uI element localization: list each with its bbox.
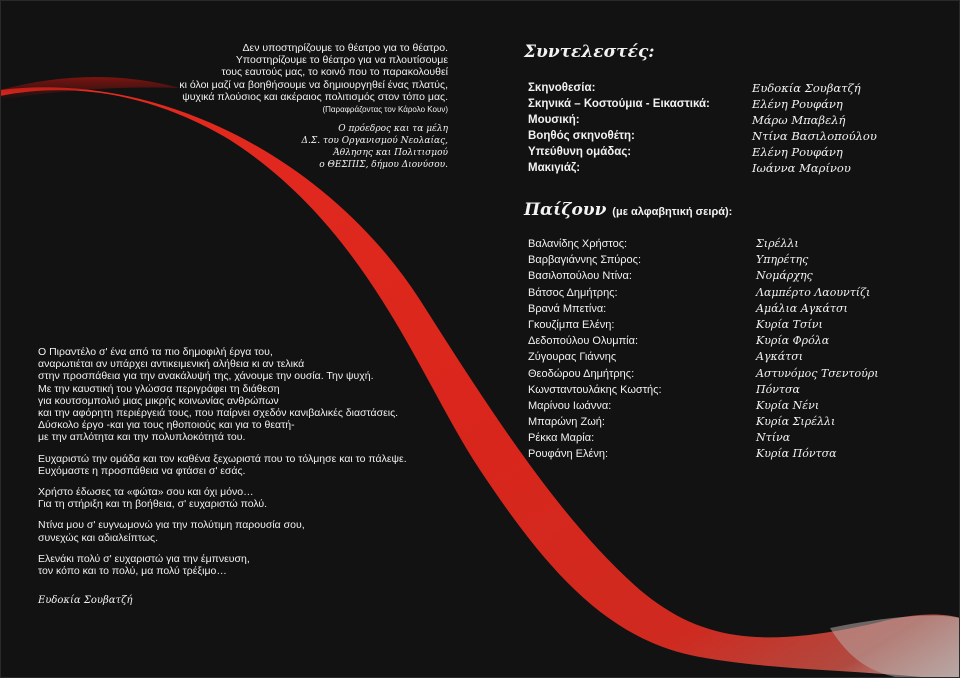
credit-role: Σκηνοθεσία: [528,82,596,94]
cast-row [528,268,928,284]
note-line: Ευχαριστώ την ομάδα και τον καθένα ξεχωριστά που το τόλμησε και το πάλεψε. [38,452,407,465]
board-signature [200,123,448,171]
cast-row [528,430,928,446]
cast-role: Κυρία Τσίνι [756,317,823,331]
note-line: συνεχώς και αδιαλείπτως. [38,531,159,544]
note-line: με την απλότητα και την πολυπλοκότητά του. [38,431,246,444]
note-line: αναρωτιέται αν υπάρχει αντικειμενική αλήθεια κι αν τελικά [38,358,305,371]
quote-attribution: (Παραφράζοντας τον Κάρολο Κουν) [322,105,448,115]
cast-role: Κυρία Φρόλα [756,334,830,348]
cast-role: Αστυνόμος Τσεντούρι [756,366,879,380]
cast-role: Κυρία Σιρέλλι [756,415,836,429]
credit-name: Ευδοκία Σουβατζή [752,81,861,95]
credit-row [528,112,928,128]
quote-line: Υποστηρίζουμε το θέατρο για να πλουτίσουμε [235,54,448,67]
cast-row [528,236,928,252]
cast-row [528,301,928,317]
note-paragraph [38,486,458,510]
credit-name: Ντίνα Βασιλοπούλου [752,129,877,143]
cast-actor: Κωνσταντουλάκης Κωστής: [528,383,662,396]
cast-row [528,317,928,333]
credit-name: Ελένη Ρουφάνη [752,145,843,159]
note-line: Ευχόμαστε η προσπάθεια να φτάσει σ' εσάς. [38,464,246,477]
cast-actor: Ρουφάνη Ελένη: [528,448,609,461]
cast-row [528,252,928,268]
cast-actor: Γκουζίμπα Ελένη: [528,318,615,331]
opening-quote [130,42,448,115]
note-line: Δύσκολο έργο -και για τους ηθοποιούς και για το θεατή- [38,419,295,432]
quote-line: Δεν υποστηρίζουμε το θέατρο για το θέατρο. [242,42,448,54]
cast-row [528,349,928,365]
cast-row [528,366,928,382]
cast-actor: Βάτσος Δημήτρης: [528,286,618,299]
credit-name: Ελένη Ρουφάνη [752,97,843,111]
credit-name: Μάρω Μπαβελή [752,113,846,127]
credit-role: Υπεύθυνη ομάδας: [528,146,632,158]
cast-row [528,398,928,414]
cast-row [528,414,928,430]
credit-row [528,160,928,176]
cast-role: Νομάρχης [756,269,813,283]
cast-actor: Βρανά Μπετίνα: [528,302,607,315]
note-paragraph [38,453,458,477]
cast-actor: Βαρβαγιάννης Σπύρος: [528,254,642,267]
cast-actor: Θεοδώρου Δημήτρης: [528,367,635,380]
note-line: τον κόπο και το πολύ, μα πολύ τρέξιμο… [38,565,227,578]
cast-role: Υπηρέτης [756,253,809,267]
cast-actor: Μπαρώνη Ζωή: [528,416,605,429]
cast-actor: Βασιλοπούλου Ντίνα: [528,270,632,283]
cast-role: Κυρία Πόντσα [756,447,837,461]
credits-heading: Συντελεστές: [524,42,655,62]
quote-line: κι όλοι μαζί να βοηθήσουμε να δημιουργηθεί ένας πλατύς, [179,78,448,91]
cast-role: Σιρέλλι [756,237,799,250]
director-signature: Ευδοκία Σουβατζή [38,595,133,607]
signature-line: Άθλησης και Πολιτισμού [333,148,448,158]
signature-line: ο ΘΕΣΠΙΣ, δήμου Διονύσου. [319,160,448,170]
cast-row [528,446,928,462]
cast-actor: Δεδοπούλου Ολυμπία: [528,335,639,348]
note-line: Ελενάκι πολύ σ' ευχαριστώ για την έμπνευση, [38,552,250,565]
quote-line: ψυχικά πλούσιος και ακέραιος πολιτισμός στον τόπο μας. [182,90,448,103]
note-line: και την αφόρητη περιέργειά τους, που παίρνει σχεδόν κανιβαλικές διαστάσεις. [38,407,399,420]
credit-role: Σκηνικά – Κοστούμια - Εικαστικά: [528,98,710,110]
cast-list [528,236,928,463]
note-paragraph [38,346,458,444]
credit-name: Ιωάννα Μαρίνου [752,161,851,175]
note-line: για κουτσομπολιό μιας μικρής κοινωνίας ανθρώπων [38,394,279,407]
cast-role: Λαμπέρτο Λαουντίζι [756,285,871,299]
note-line: Με την καυστική του γλώσσα περιγράφει τη διάθεση [38,382,280,395]
credit-role: Μακιγιάζ: [528,162,581,174]
cast-role: Αγκάτσι [756,350,804,364]
cast-heading-subtitle: (με αλφαβητική σειρά): [612,206,733,218]
note-line: Για τη στήριξη και τη βοήθεια, σ' ευχαριστώ πολύ. [38,498,268,511]
signature-line: Δ.Σ. του Οργανισμού Νεολαίας, [301,136,448,146]
note-paragraph [38,553,458,577]
cast-actor: Ρέκκα Μαρία: [528,432,595,445]
cast-role: Ντίνα [756,431,791,445]
note-line: Ντίνα μου σ' ευγνωμονώ για την πολύτιμη παρουσία σου, [38,519,305,532]
quote-line: τους εαυτούς μας, το κοινό που το παρακολουθεί [221,66,448,79]
note-paragraph [38,519,458,543]
note-line: στην προσπάθεια για την ανακάλυψή της, χάνουμε την ουσία. Την ψυχή. [38,370,374,383]
cast-row [528,333,928,349]
credit-role: Βοηθός σκηνοθέτη: [528,130,635,142]
credit-role: Μουσική: [528,114,580,126]
cast-row [528,285,928,301]
credit-row [528,144,928,160]
note-line: Ο Πιραντέλο σ' ένα από τα πιο δημοφιλή έργα του, [38,346,273,358]
cast-heading-title: Παίζουν [524,200,607,220]
cast-role: Πόντσα [756,382,800,396]
cast-actor: Μαρίνου Ιωάννα: [528,399,612,412]
credit-row [528,96,928,112]
credit-row [528,80,928,96]
cast-actor: Βαλανίδης Χρήστος: [528,238,628,250]
note-line: Χρήστο έδωσες τα «φώτα» σου και όχι μόνο… [38,486,254,499]
cast-role: Κυρία Νένι [756,398,820,412]
director-note [38,346,458,616]
credit-row [528,128,928,144]
cast-heading [524,200,732,220]
signature-line: Ο πρόεδρος και τα μέλη [338,124,448,134]
credits-list [528,80,928,176]
cast-role: Αμάλια Αγκάτσι [756,301,848,315]
cast-row [528,382,928,398]
cast-actor: Ζύγουρας Γιάννης [528,351,617,364]
